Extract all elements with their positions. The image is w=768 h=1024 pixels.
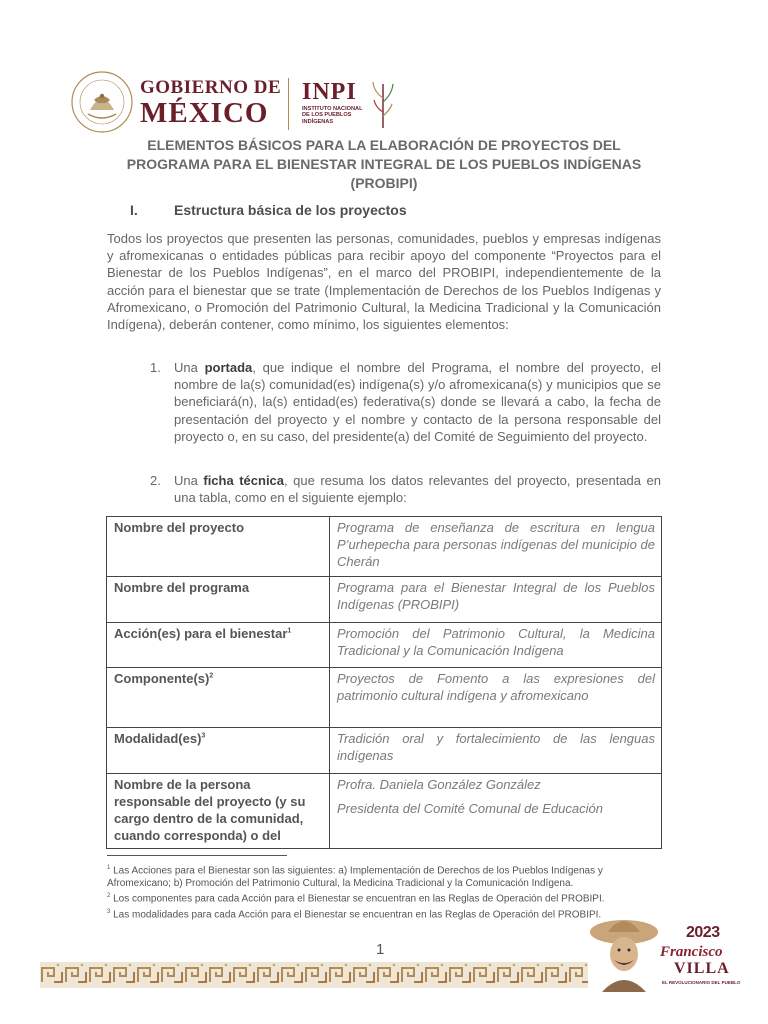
table-row <box>107 577 662 623</box>
row-value-secondary: Presidenta del Comité Comunal de Educación <box>337 801 603 816</box>
table-key-cell <box>107 668 330 728</box>
row-key: Componente(s) <box>114 671 210 686</box>
list-number: 1. <box>150 360 161 375</box>
inpi-line3: INDÍGENAS <box>302 118 334 125</box>
row-key: Modalidad(es) <box>114 731 202 746</box>
table-value-cell <box>330 623 662 668</box>
inpi-plant-icon <box>370 78 396 128</box>
footnote <box>107 862 667 890</box>
section-number: I. <box>130 202 138 218</box>
list-bold-term: ficha técnica <box>203 473 285 488</box>
footnotes <box>107 862 667 922</box>
page-header <box>70 70 710 136</box>
gob-line1: GOBIERNO DE <box>140 77 282 98</box>
page-number: 1 <box>376 941 385 958</box>
footnote-text: Las modalidades para cada Acción para el Bienestar se encuentran en las Reglas de Operación del PROBIPI. <box>110 909 602 921</box>
francisco-villa-portrait-icon <box>588 910 668 992</box>
row-key: Nombre del programa <box>114 580 250 595</box>
table-row <box>107 668 662 728</box>
logo-divider <box>288 78 289 130</box>
decorative-border-pattern <box>40 962 588 988</box>
table-key-cell <box>107 728 330 774</box>
francisco-villa-2023-badge <box>588 910 741 992</box>
row-value: Tradición oral y fortalecimiento de las lenguas indígenas <box>337 731 655 763</box>
mexico-coat-of-arms-icon <box>70 70 134 134</box>
row-value: Programa de enseñanza de escritura en lengua P’urhepecha para personas indígenas del municipio de Cherán <box>337 520 655 569</box>
gobierno-de-mexico-logo <box>140 78 281 128</box>
badge-tagline: EL REVOLUCIONARIO DEL PUEBLO <box>662 980 741 985</box>
table-row <box>107 728 662 774</box>
title-line3: (PROBIPI) <box>350 175 418 191</box>
title-line2: PROGRAMA PARA EL BIENESTAR INTEGRAL DE LOS PUEBLOS INDÍGENAS <box>126 156 642 172</box>
ficha-tecnica-table <box>106 516 662 849</box>
footnote-divider <box>107 855 287 856</box>
footnote-text: Los componentes para cada Acción para el Bienestar se encuentran en las Reglas de Operación del PROBIPI. <box>110 893 605 905</box>
list-prefix: Una <box>174 360 205 375</box>
list-body: , que resuma los datos relevantes del proyecto, presentada en una tabla, como en el siguiente ejemplo: <box>174 473 661 506</box>
title-line1: ELEMENTOS BÁSICOS PARA LA ELABORACIÓN DE PROYECTOS DEL <box>147 137 621 153</box>
list-item-portada <box>150 359 661 445</box>
row-value: Programa para el Bienestar Integral de los Pueblos Indígenas (PROBIPI) <box>337 580 655 612</box>
section-heading <box>130 202 407 218</box>
list-text <box>174 472 661 506</box>
table-value-cell <box>330 577 662 623</box>
section-title: Estructura básica de los proyectos <box>174 202 407 218</box>
inpi-line1: INSTITUTO NACIONAL <box>302 106 363 112</box>
table-value-cell <box>330 668 662 728</box>
row-value: Promoción del Patrimonio Cultural, la Medicina Tradicional y la Comunicación Indígena <box>337 626 655 658</box>
list-bold-term: portada <box>204 360 253 375</box>
footnote-ref: 3 <box>201 732 206 740</box>
table-row <box>107 774 662 849</box>
list-body: , que indique el nombre del Programa, el nombre del proyecto, el nombre de la(s) comunidad(es) indígena(s) y/o afromexicana(s) y municipios que se beneficiará(n), la(s) entidad(es) federativa(s) donde se llevará a cabo, la fecha de presentación del proyecto y el nombre y contacto de la persona responsable del proyecto o, en su caso, del presidente(a) del Comité de Seguimiento del proyecto. <box>174 360 661 444</box>
footnote-mark: 3 <box>107 908 111 915</box>
footnote <box>107 890 667 906</box>
footnote-ref: 2 <box>209 672 214 680</box>
table-row <box>107 517 662 577</box>
table-value-cell <box>330 517 662 577</box>
row-value: Profra. Daniela González González <box>337 777 541 792</box>
inpi-line2: DE LOS PUEBLOS <box>302 112 352 119</box>
gob-line2: MÉXICO <box>140 97 269 129</box>
row-key: Nombre del proyecto <box>114 520 245 535</box>
list-text <box>174 359 661 445</box>
footnote-text: Las Acciones para el Bienestar son las siguientes: a) Implementación de Derechos de los Pueblos Indígenas y Afromexicano; b) Promoción del Patrimonio Cultural, la Medicina Tradicional y la Comunicación Indígena. <box>107 865 603 889</box>
footnote <box>107 906 667 922</box>
badge-year: 2023 <box>686 924 720 941</box>
badge-name1: Francisco <box>660 944 723 960</box>
footnote-ref: 1 <box>287 627 292 635</box>
table-row <box>107 623 662 668</box>
table-value-cell <box>330 728 662 774</box>
table-key-cell <box>107 517 330 577</box>
table-value-cell <box>330 774 662 849</box>
table-key-cell <box>107 623 330 668</box>
row-key: Acción(es) para el bienestar <box>114 626 288 641</box>
table-key-cell <box>107 774 330 849</box>
list-number: 2. <box>150 473 161 488</box>
row-value: Proyectos de Fomento a las expresiones del patrimonio cultural indígena y afromexicano <box>337 671 655 703</box>
row-key: Nombre de la persona responsable del proyecto (y su cargo dentro de la comunidad, cuando corresponda) o del <box>114 777 306 843</box>
intro-paragraph: Todos los proyectos que presenten las personas, comunidades, pueblos y empresas indígenas y afromexicanas o entidades públicas para recibir apoyo del componente “Proyectos para el Bienestar de los Pueblos Indígenas”, en el marco del PROBIPI, independientemente de la acción para el bienestar que se trate (Implementación de Derechos de los Pueblos Indígenas y Afromexicano, o Promoción del Patrimonio Cultural, la Medicina Tradicional y la Comunicación Indígena), deberán contener, como mínimo, los siguientes elementos: <box>107 231 661 333</box>
list-item-ficha-tecnica <box>150 472 661 506</box>
badge-name2: VILLA <box>674 960 730 977</box>
inpi-acronym: INPI <box>302 79 357 105</box>
document-title <box>100 136 668 193</box>
footnote-mark: 1 <box>107 865 111 871</box>
footnote-mark: 2 <box>107 893 111 900</box>
list-prefix: Una <box>174 473 204 488</box>
table-key-cell <box>107 577 330 623</box>
